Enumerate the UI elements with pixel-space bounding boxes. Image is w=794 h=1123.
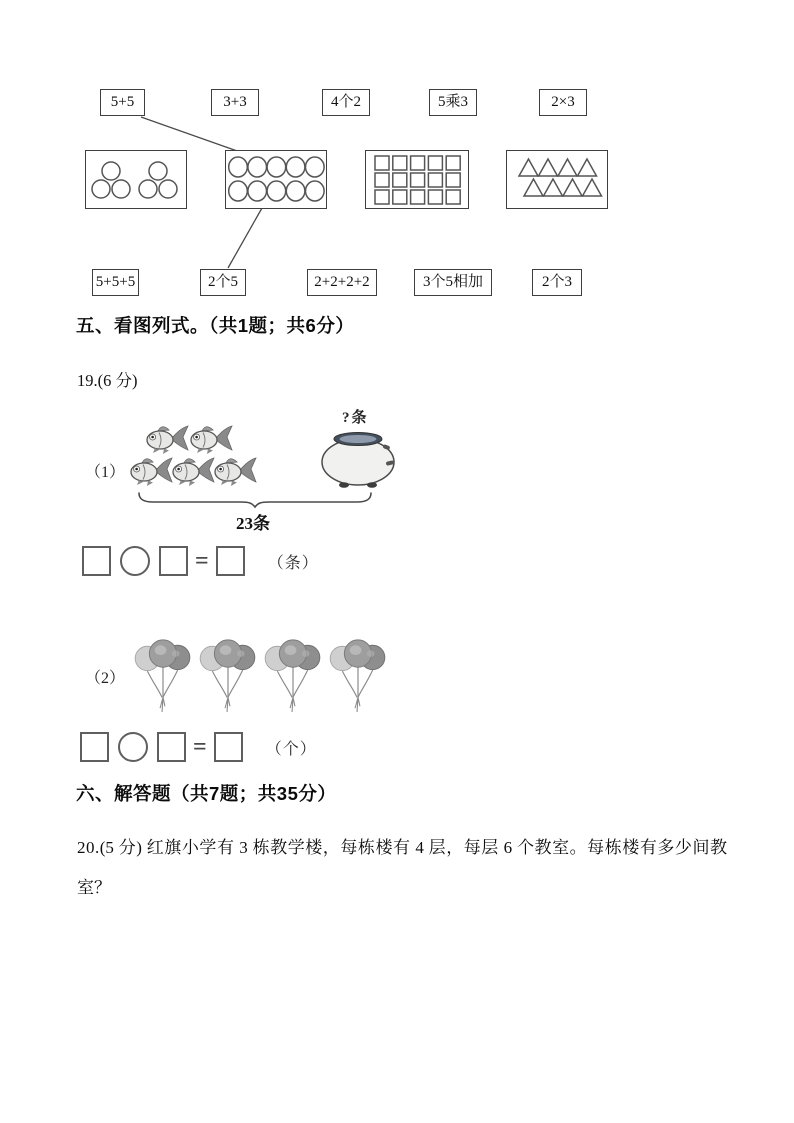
fish-bowl-icon <box>320 428 396 488</box>
picture-box-circle-clusters[interactable] <box>85 150 187 209</box>
answer-unit-tiao: （条） <box>267 554 319 572</box>
answer-box-result[interactable] <box>216 546 245 576</box>
bowl-question-label: ?条 <box>342 410 369 426</box>
answer-circle-operator[interactable] <box>118 732 148 762</box>
question-19-score: (6 分) <box>97 371 138 390</box>
goldfish-icon <box>189 421 233 455</box>
expression-box-2+2+2+2[interactable]: 2+2+2+2 <box>307 269 377 296</box>
expression-box-5+5[interactable]: 5+5 <box>100 89 145 116</box>
part-1-label: （1） <box>85 464 126 481</box>
question-19-header <box>77 367 138 391</box>
expression-box-5+5+5[interactable]: 5+5+5 <box>92 269 139 296</box>
expression-box-4ge2[interactable]: 4个2 <box>322 89 370 116</box>
question-20-body: 红旗小学有 3 栋教学楼，每栋楼有 4 层，每层 6 个教室。每栋楼有多少间教室？ <box>77 838 728 897</box>
expression-box-2ge3[interactable]: 2个3 <box>532 269 582 296</box>
expression-box-5cheng3[interactable]: 5乘3 <box>429 89 477 116</box>
equals-sign: = <box>193 734 207 760</box>
goldfish-icon <box>171 453 215 487</box>
picture-box-circle-grid[interactable] <box>225 150 327 209</box>
question-20-score: (5 分) <box>99 838 142 857</box>
triangle-grid-drawing <box>507 151 607 208</box>
goldfish-icon <box>213 453 257 487</box>
balloon-bunch-icon <box>328 636 388 714</box>
square-grid-drawing <box>366 151 468 208</box>
answer-row-2 <box>80 732 317 762</box>
question-20-number: 20. <box>77 838 100 857</box>
answer-box-result[interactable] <box>214 732 243 762</box>
expression-box-3ge5xiangjia[interactable]: 3个5相加 <box>414 269 492 296</box>
balloon-bunch-icon <box>263 636 323 714</box>
expression-box-2ge5[interactable]: 2个5 <box>200 269 246 296</box>
answer-box-operand1[interactable] <box>82 546 111 576</box>
answer-row-1 <box>82 546 319 576</box>
balloon-bunch-icon <box>133 636 193 714</box>
answer-circle-operator[interactable] <box>120 546 150 576</box>
answer-unit-ge: （个） <box>265 740 317 758</box>
answer-box-operand2[interactable] <box>159 546 188 576</box>
expression-box-3+3[interactable]: 3+3 <box>211 89 259 116</box>
circle-clusters-drawing <box>86 151 186 208</box>
picture-box-square-grid[interactable] <box>365 150 469 209</box>
expression-box-2x3[interactable]: 2×3 <box>539 89 587 116</box>
brace-under-fish <box>137 491 373 509</box>
section-five-heading: 五、看图列式。（共1题；共6分） <box>76 315 355 336</box>
circle-grid-drawing <box>226 151 326 208</box>
question-19-number: 19. <box>77 371 98 390</box>
equals-sign: = <box>195 548 209 574</box>
goldfish-icon <box>145 421 189 455</box>
section-six-heading: 六、解答题（共7题；共35分） <box>76 783 337 804</box>
balloon-bunch-icon <box>198 636 258 714</box>
answer-box-operand2[interactable] <box>157 732 186 762</box>
part-2-label: （2） <box>85 670 126 687</box>
total-fish-label: 23条 <box>236 514 270 533</box>
picture-box-triangle-grid[interactable] <box>506 150 608 209</box>
question-20-text <box>77 828 727 908</box>
answer-box-operand1[interactable] <box>80 732 109 762</box>
goldfish-icon <box>129 453 173 487</box>
